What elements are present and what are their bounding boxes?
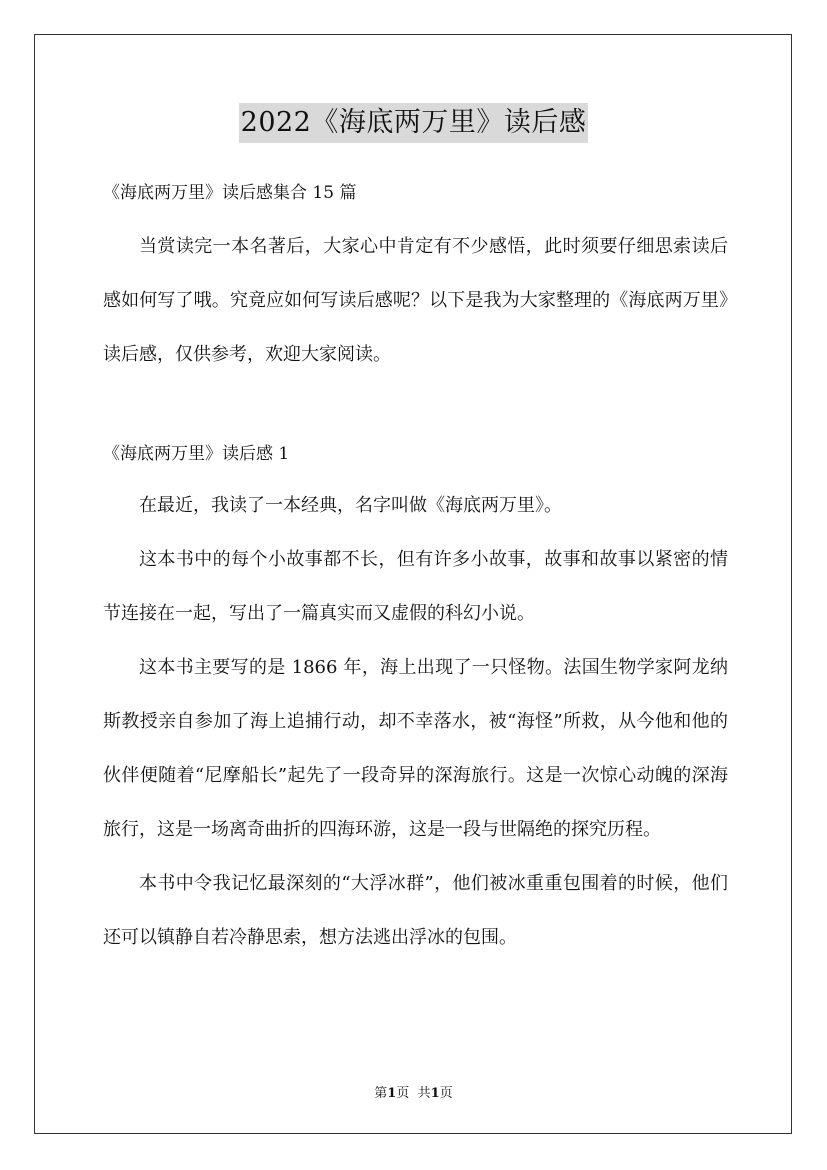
body-paragraph-4: 本书中令我记忆最深刻的“大浮冰群”，他们被冰重重包围着的时候，他们还可以镇静自若冷静思索，想方法逃出浮冰的包围。 bbox=[103, 873, 728, 948]
body-paragraph-2: 这本书中的每个小故事都不长，但有许多小故事，故事和故事以紧密的情节连接在一起，写出了一篇真实而又虚假的科幻小说。 bbox=[103, 549, 728, 624]
footer-page-prefix: 第 bbox=[374, 1086, 388, 1101]
document-subtitle: 《海底两万里》读后感集合 15 篇 bbox=[103, 183, 357, 203]
body-paragraph-1: 在最近，我读了一本经典，名字叫做《海底两万里》。 bbox=[139, 495, 562, 516]
footer-total-prefix: 共 bbox=[417, 1086, 431, 1101]
page-footer bbox=[0, 1082, 827, 1101]
footer-page-suffix: 页 bbox=[396, 1086, 410, 1101]
title-container bbox=[0, 103, 827, 143]
body-paragraph-3: 这本书主要写的是 1866 年，海上出现了一只怪物。法国生物学家阿龙纳斯教授亲自参加了海上追捕行动，却不幸落水，被“海怪”所救，从今他和他的伙伴便随着“尼摩船长”起先了一段奇异的深海旅行。这是一次惊心动魄的深海旅行，这是一场离奇曲折的四海环游，这是一段与世隔绝的探究历程。 bbox=[103, 657, 728, 840]
footer-total-suffix: 页 bbox=[439, 1086, 453, 1101]
footer-total-number: 1 bbox=[430, 1086, 440, 1101]
footer-page-number: 1 bbox=[387, 1086, 397, 1101]
section-heading: 《海底两万里》读后感 1 bbox=[103, 444, 290, 464]
document-title: 2022《海底两万里》读后感 bbox=[239, 103, 589, 143]
intro-paragraph: 当赏读完一本名著后，大家心中肯定有不少感悟，此时须要仔细思索读后感如何写了哦。究竟应如何写读后感呢？以下是我为大家整理的《海底两万里》读后感，仅供参考，欢迎大家阅读。 bbox=[103, 236, 728, 365]
document-body bbox=[103, 168, 728, 965]
